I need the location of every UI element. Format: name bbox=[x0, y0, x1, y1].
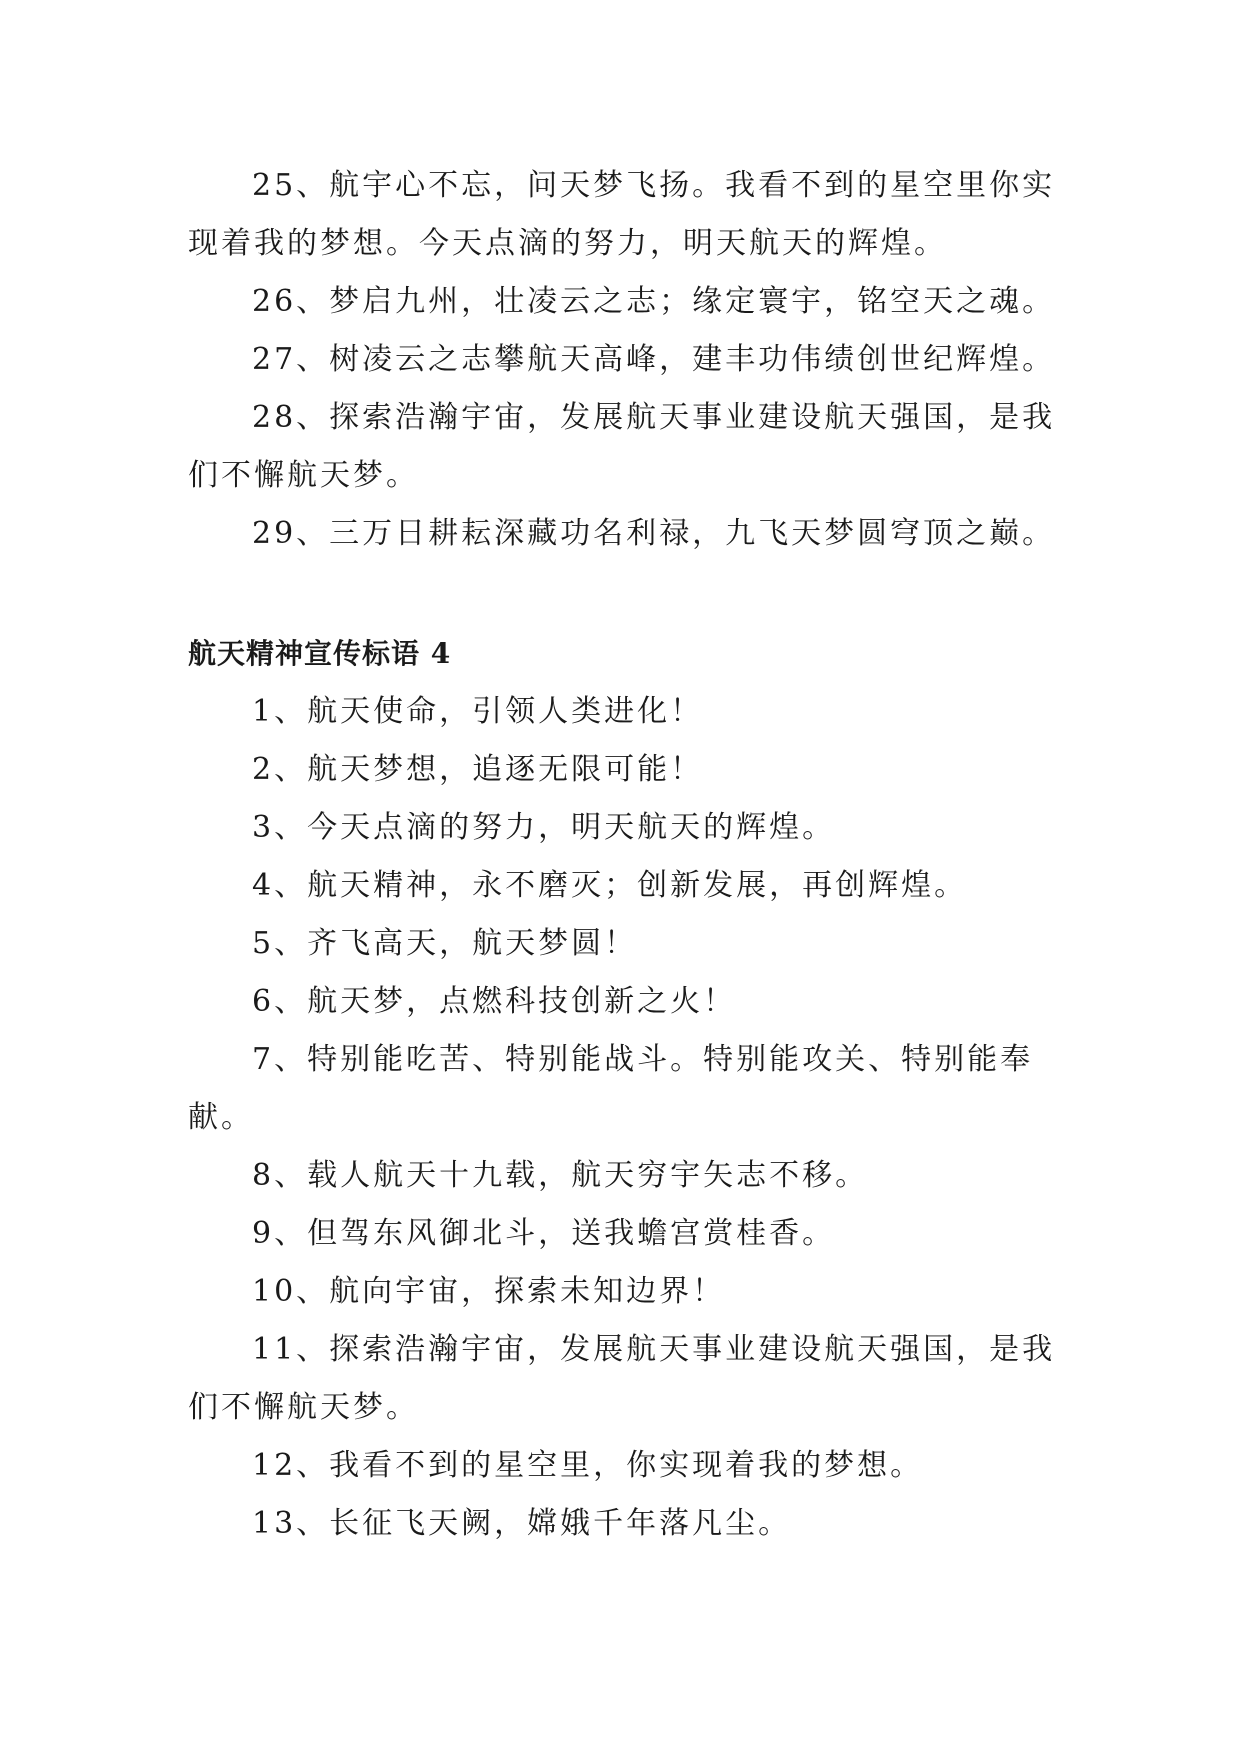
slogan-item-4: 4、航天精神，永不磨灭；创新发展，再创辉煌。 bbox=[252, 868, 968, 903]
slogan-list-part-1 bbox=[188, 157, 1068, 563]
slogan-item-28: 28、探索浩瀚宇宙，发展航天事业建设航天强国，是我们不懈航天梦。 bbox=[188, 400, 1056, 493]
section-heading: 航天精神宣传标语 4 bbox=[188, 637, 452, 670]
slogan-item-1: 1、航天使命，引领人类进化！ bbox=[252, 694, 704, 729]
slogan-item-29: 29、三万日耕耘深藏功名利禄，九飞天梦圆穹顶之巅。 bbox=[252, 516, 1056, 551]
document-body bbox=[188, 157, 1068, 1553]
slogan-item-13: 13、长征飞天阙，嫦娥千年落凡尘。 bbox=[252, 1506, 792, 1541]
slogan-item-9: 9、但驾东风御北斗，送我蟾宫赏桂香。 bbox=[252, 1216, 836, 1251]
slogan-list-part-2 bbox=[188, 683, 1068, 1553]
slogan-item-8: 8、载人航天十九载，航天穷宇矢志不移。 bbox=[252, 1158, 869, 1193]
slogan-item-12: 12、我看不到的星空里，你实现着我的梦想。 bbox=[252, 1448, 924, 1483]
slogan-item-7: 7、特别能吃苦、特别能战斗。特别能攻关、特别能奉献。 bbox=[188, 1042, 1034, 1135]
slogan-item-2: 2、航天梦想，追逐无限可能！ bbox=[252, 752, 704, 787]
slogan-item-11: 11、探索浩瀚宇宙，发展航天事业建设航天强国，是我们不懈航天梦。 bbox=[188, 1332, 1056, 1425]
slogan-item-10: 10、航向宇宙，探索未知边界！ bbox=[252, 1274, 726, 1309]
slogan-item-6: 6、航天梦，点燃科技创新之火！ bbox=[252, 984, 737, 1019]
slogan-item-25: 25、航宇心不忘，问天梦飞扬。我看不到的星空里你实现着我的梦想。今天点滴的努力，明天航天的辉煌。 bbox=[188, 168, 1056, 261]
slogan-item-5: 5、齐飞高天，航天梦圆！ bbox=[252, 926, 638, 961]
slogan-item-26: 26、梦启九州，壮凌云之志；缘定寰宇，铭空天之魂。 bbox=[252, 284, 1056, 319]
slogan-item-27: 27、树凌云之志攀航天高峰，建丰功伟绩创世纪辉煌。 bbox=[252, 342, 1056, 377]
slogan-item-3: 3、今天点滴的努力，明天航天的辉煌。 bbox=[252, 810, 836, 845]
